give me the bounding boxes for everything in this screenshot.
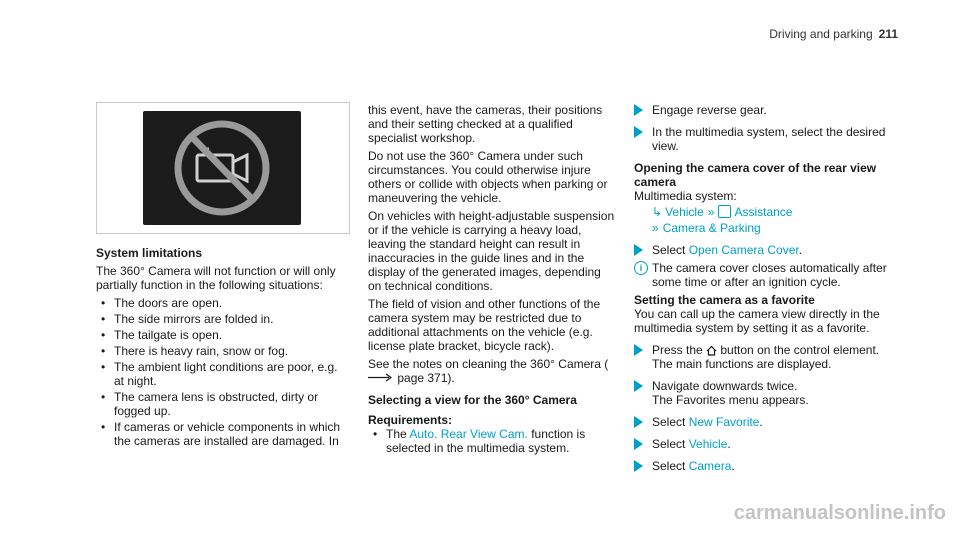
chevron-right-icon: » xyxy=(707,205,715,219)
header-title: Driving and parking xyxy=(769,27,873,41)
menu-link-open-camera-cover[interactable]: Open Camera Cover xyxy=(688,243,799,257)
menu-path xyxy=(634,205,898,219)
list-item: • If cameras or vehicle components in which the cameras are installed are damaged. In xyxy=(96,420,350,448)
step-arrow-icon xyxy=(634,126,643,138)
step: Select New Favorite. xyxy=(634,415,898,429)
xref-text: See the notes on cleaning the 360° Camera ( xyxy=(368,357,609,371)
camera-off-icon xyxy=(143,111,301,225)
menu-link-vehicle[interactable]: Vehicle xyxy=(665,205,704,219)
menu-path xyxy=(634,221,898,235)
requirements-heading: Requirements: xyxy=(368,413,453,427)
step: Select Vehicle. xyxy=(634,437,898,451)
section-heading: Selecting a view for the 360° Camera xyxy=(368,393,577,407)
paragraph: this event, have the cameras, their positions and their setting checked at a qualified specialist workshop. xyxy=(368,103,603,145)
page-ref-link[interactable]: page 371). xyxy=(397,371,455,385)
section-heading: System limitations xyxy=(96,246,203,260)
menu-link-assistance[interactable]: Assistance xyxy=(734,205,793,219)
list-item: • The side mirrors are folded in. xyxy=(96,312,350,326)
section-heading: Opening the camera cover of the rear view camera xyxy=(634,161,877,189)
list-item: • The Auto. Rear View Cam. function is selected in the multimedia system. xyxy=(368,427,616,455)
chevron-right-icon: » xyxy=(652,221,659,235)
list-item: • The ambient light conditions are poor, e.g. at night. xyxy=(96,360,350,388)
info-note: i The camera cover closes automatically after some time or after an ignition cycle. xyxy=(634,261,898,289)
step-arrow-icon xyxy=(634,438,643,450)
intro-text: The 360° Camera will not function or will only partially function in the following situations: xyxy=(96,264,336,292)
step: Navigate downwards twice. The Favorites menu appears. xyxy=(634,379,898,407)
requirements-list xyxy=(368,427,616,455)
step-arrow-icon xyxy=(634,104,643,116)
menu-link-auto-rear-view-cam[interactable]: Auto. Rear View Cam. xyxy=(409,427,528,441)
menu-link-new-favorite[interactable]: New Favorite xyxy=(688,415,760,429)
camera-image-frame xyxy=(96,102,350,234)
column-1 xyxy=(96,102,350,450)
home-icon xyxy=(706,345,717,356)
cross-reference xyxy=(368,357,616,385)
step: Press the button on the control element. The main functions are displayed. xyxy=(634,343,898,371)
menu-link-vehicle-favorite[interactable]: Vehicle xyxy=(688,437,728,451)
step-arrow-icon xyxy=(634,244,643,256)
step: Select Camera. xyxy=(634,459,898,473)
watermark: carmanualsonline.info xyxy=(733,502,946,524)
step-arrow-icon xyxy=(634,416,643,428)
column-3 xyxy=(634,103,898,477)
step: Engage reverse gear. xyxy=(634,103,898,117)
step-arrow-icon xyxy=(634,344,643,356)
list-item: • The tailgate is open. xyxy=(96,328,350,342)
list-item: • The doors are open. xyxy=(96,296,350,310)
assistance-icon xyxy=(718,205,731,218)
page-number: 211 xyxy=(878,27,898,41)
paragraph: Do not use the 360° Camera under such circumstances. You could otherwise injure others or collide with objects when parking or maneuvering the vehicle. xyxy=(368,149,608,205)
list-item: • There is heavy rain, snow or fog. xyxy=(96,344,350,358)
menu-link-camera-parking[interactable]: Camera & Parking xyxy=(662,221,761,235)
list-item: • The camera lens is obstructed, dirty or fogged up. xyxy=(96,390,350,418)
paragraph: The field of vision and other functions of the camera system may be restricted due to additional attachments on the vehicle (e.g. license plate bracket, bicycle rack). xyxy=(368,297,601,353)
multimedia-label: Multimedia system: xyxy=(634,189,737,203)
paragraph: On vehicles with height-adjustable suspension or if the vehicle is carrying a heavy load, leaving the standard height can result in inaccuracies in the guide lines and in the display of the generated images, depending on technical conditions. xyxy=(368,209,615,293)
page-header xyxy=(769,27,898,41)
column-2 xyxy=(368,103,616,457)
step-arrow-icon xyxy=(634,460,643,472)
info-icon: i xyxy=(634,261,648,275)
menu-link-camera[interactable]: Camera xyxy=(688,459,732,473)
section-heading: Setting the camera as a favorite xyxy=(634,293,815,307)
paragraph: You can call up the camera view directly in the multimedia system by setting it as a favorite. xyxy=(634,307,880,335)
page-ref-arrow-icon xyxy=(368,371,394,385)
step: In the multimedia system, select the desired view. xyxy=(634,125,898,153)
step-arrow-icon xyxy=(634,380,643,392)
limitations-list xyxy=(96,296,350,448)
step: Select Open Camera Cover. xyxy=(634,243,898,257)
return-arrow-icon: ↳ xyxy=(652,205,663,219)
